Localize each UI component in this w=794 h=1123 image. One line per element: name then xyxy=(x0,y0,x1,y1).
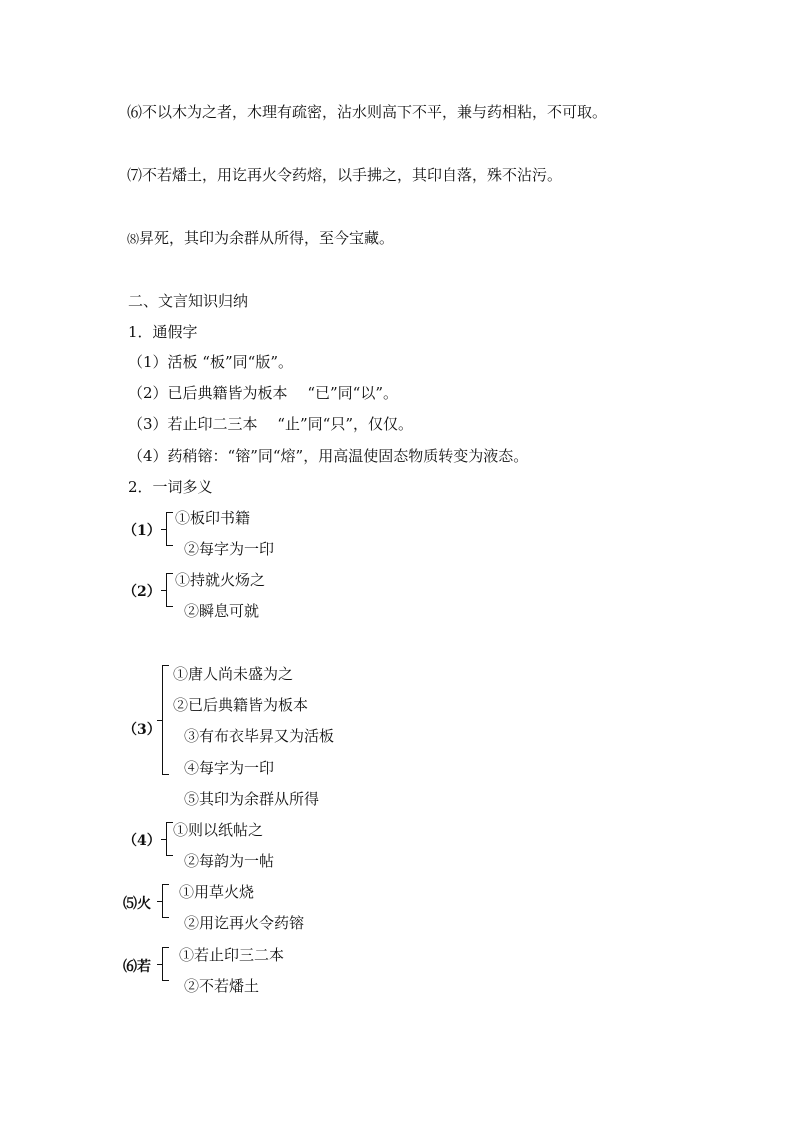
tongjia-item-4: （4）药稍镕：“镕”同“熔”，用高温使固态物质转变为液态。 xyxy=(128,447,529,465)
sentence-text: 不以木为之者，木理有疏密，沾水则高下不平，兼与药相粘，不可取。 xyxy=(142,103,608,121)
group-label: （3） xyxy=(123,722,161,738)
tongjia-item-3: （3）若止印二三本 “止”同“只”，仅仅。 xyxy=(128,415,413,433)
sense-item: ②每字为一印 xyxy=(184,540,275,558)
brace xyxy=(166,512,167,546)
sentence-8 xyxy=(127,228,394,249)
sense-item: ②已后典籍皆为板本 xyxy=(173,696,309,714)
tongjia-item-2: （2）已后典籍皆为板本 “已”同“以”。 xyxy=(128,384,398,402)
brace xyxy=(166,822,167,856)
sense-item: ①用草火烧 xyxy=(179,883,255,901)
sentence-number: ⑹ xyxy=(127,103,143,121)
brace xyxy=(162,884,163,918)
sense-item: ⑤其印为余群从所得 xyxy=(184,790,320,808)
sense-item: ②用讫再火令药镕 xyxy=(184,914,305,932)
sense-item: ③有布衣毕昇又为活板 xyxy=(184,727,335,745)
group-label: （2） xyxy=(123,584,161,600)
group-label: ⑸火 xyxy=(123,896,151,912)
sentence-number: ⑺ xyxy=(127,166,143,184)
sense-item: ②瞬息可就 xyxy=(184,602,260,620)
tongjia-item-1: （1）活板 “板”同“版”。 xyxy=(128,353,293,371)
sense-item: ④每字为一印 xyxy=(184,759,275,777)
yici-heading: 2．一词多义 xyxy=(128,478,213,496)
sense-item: ①板印书籍 xyxy=(175,509,251,527)
sense-item: ②每韵为一帖 xyxy=(184,852,275,870)
sentence-6 xyxy=(127,102,607,122)
brace xyxy=(162,665,163,775)
section-title: 二、文言知识归纳 xyxy=(128,292,249,310)
sense-item: ①若止印三二本 xyxy=(179,946,285,964)
sentence-number: ⑻ xyxy=(127,232,140,246)
sense-item: ①则以纸帖之 xyxy=(173,821,264,839)
sentence-text: 不若燔土，用讫再火令药熔，以手拂之，其印自落，殊不沾污。 xyxy=(142,166,563,184)
brace xyxy=(162,947,163,981)
group-label: （4） xyxy=(123,833,161,849)
sense-item: ①持就火炀之 xyxy=(175,571,266,589)
sense-item: ①唐人尚未盛为之 xyxy=(173,665,294,683)
group-label: （1） xyxy=(123,523,161,539)
sentence-7 xyxy=(127,165,562,185)
group-label: ⑹若 xyxy=(123,959,151,975)
sentence-text: 昇死，其印为余群从所得，至今宝藏。 xyxy=(139,229,395,247)
sense-item: ②不若燔土 xyxy=(184,977,260,995)
brace xyxy=(166,573,167,607)
tongjia-heading: 1．通假字 xyxy=(128,323,198,341)
